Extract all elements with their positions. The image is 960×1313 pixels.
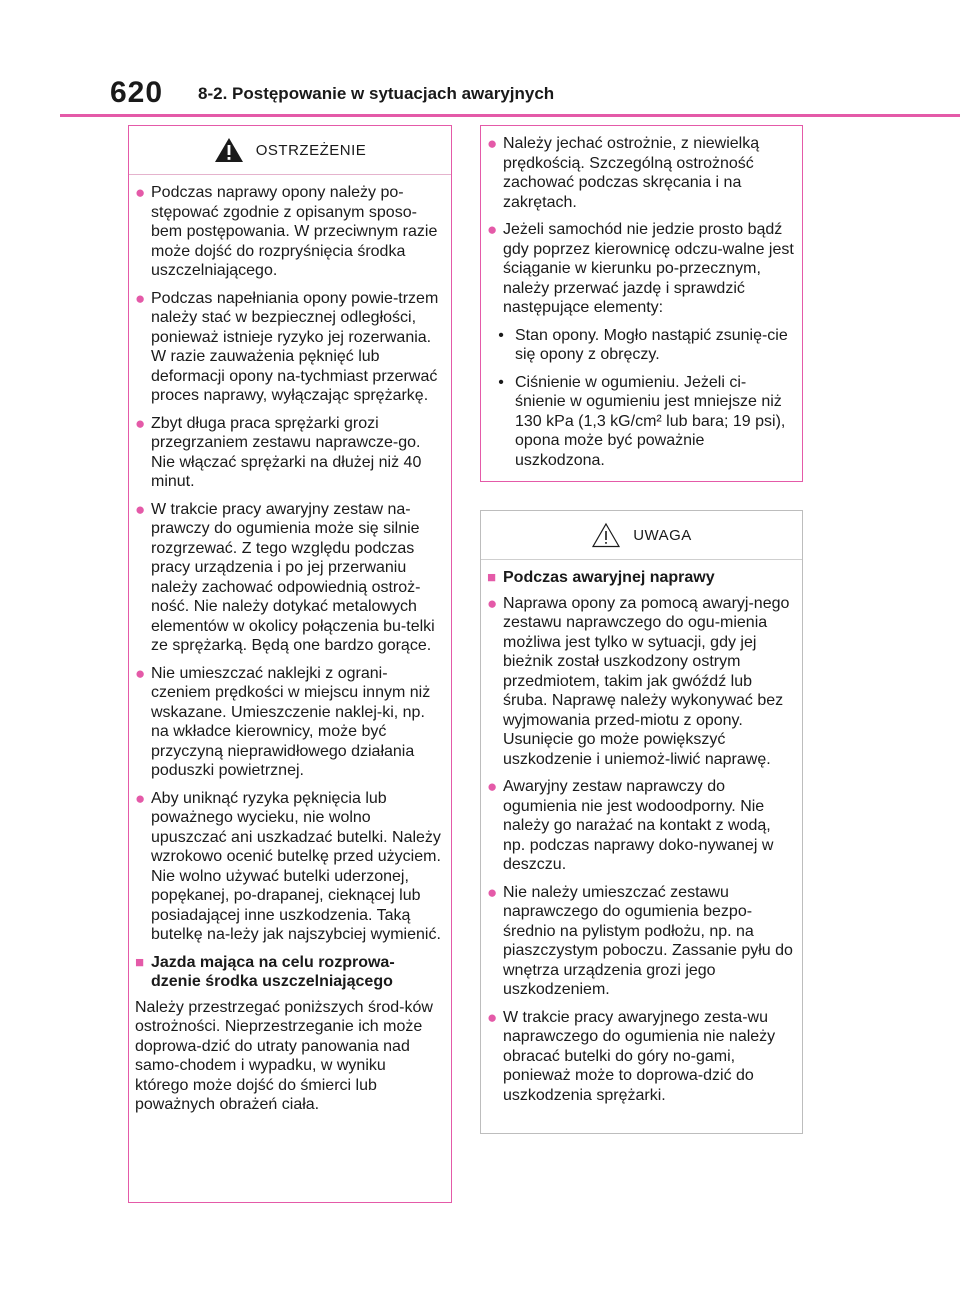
- warning-triangle-icon: [214, 137, 244, 163]
- list-item: ● Podczas napełniania opony powie-trzem należy stać w bezpiecznej odległości, ponieważ istnieje ryzyko jej rozerwania. W razie zauważenia pęknięć lub deformacji opony na-tychmiast przerwać proces naprawy, wyłączając sprężarkę.: [135, 288, 439, 404]
- list-item: ● Podczas naprawy opony należy po-stępować zgodnie z opisanym sposo-bem postępowania. W przeciwnym razie może dojść do rozpryśnięcia środka uszczelniającego.: [135, 183, 438, 279]
- warning-title: OSTRZEŻENIE: [255, 141, 367, 159]
- list-item: ● Nie należy umieszczać zestawu naprawczego do ogumienia bezpo-średnio na pylistym podłożu, np. na piaszczystym poboczu. Zassanie pyłu do wnętrza urządzenia grozi jego uszkodzeniem.: [487, 882, 793, 998]
- warning-header: [129, 126, 451, 175]
- note-box: [480, 510, 803, 1134]
- bullet-icon: ●: [135, 413, 146, 433]
- dash-bullet-icon: •: [498, 373, 504, 391]
- warning-paragraph: Należy przestrzegać poniższych środ-ków ostrożności. Nieprzestrzeganie ich może doprowa-dzić do utraty panowania nad samo-chodem i wypadku, w wyniku którego może dojść do śmierci lub poważnych obrażeń ciała.: [135, 998, 433, 1113]
- page-header: [110, 76, 900, 116]
- warning-box: [128, 125, 452, 1203]
- dash-item: • Stan opony. Mogło nastąpić zsunię-cie się opony z obręczy.: [487, 326, 794, 365]
- bullet-icon: ●: [135, 183, 146, 202]
- bullet-icon: ●: [487, 882, 498, 902]
- note-title: UWAGA: [633, 526, 692, 544]
- bullet-icon: ●: [487, 220, 498, 239]
- list-item: ● W trakcie pracy awaryjnego zesta-wu naprawczego do ogumienia nie należy obracać butelki do góry no-gami, ponieważ może to doprowa-dzić do uszkodzenia sprężarki.: [487, 1007, 776, 1104]
- list-item: ● W trakcie pracy awaryjny zestaw na-prawczy do ogumienia może się silnie rozgrzewać. Z tego względu podczas pracy urządzenia i po jej przerwaniu należy zachować odpowiednią ostroż-ność. Nie należy dotykać metalowych elementów w okolicy połączenia bu-telki ze sprężarką. Będą one bardzo gorące.: [135, 499, 435, 654]
- square-icon: ■: [135, 953, 145, 971]
- bullet-icon: ●: [487, 777, 498, 796]
- warning-continued-box: [480, 125, 803, 482]
- note-header: [481, 511, 802, 560]
- bullet-icon: ●: [135, 788, 146, 808]
- bullet-icon: ●: [135, 663, 146, 683]
- section-title: 8-2. Postępowanie w sytuacjach awaryjnych: [198, 84, 555, 103]
- note-subheading: ■ Podczas awaryjnej naprawy: [487, 569, 715, 586]
- bullet-icon: ●: [487, 1007, 498, 1027]
- warning-subheading: ■ Jazda mająca na celu rozprowa-dzenie środka uszczelniającego: [135, 953, 395, 990]
- list-item: ● Aby uniknąć ryzyka pęknięcia lub poważnego wycieku, nie wolno upuszczać ani uszkadzać butelki. Należy wzrokowo ocenić butelkę przed użyciem. Nie wolno używać butelki uderzonej, popękanej, po-drapanej, cieknącej lub posiadającej inne uszkodzenia. Taką butelkę na-leży jak najszybciej wymienić.: [135, 788, 441, 943]
- note-content: [481, 560, 802, 1105]
- list-item: ● Awaryjny zestaw naprawczy do ogumienia nie jest wodoodporny. Nie należy go narażać na kontakt z wodą, np. podczas naprawy doko-nywanej w deszczu.: [487, 777, 774, 873]
- bullet-icon: ●: [135, 499, 146, 519]
- list-item: ● Naprawa opony za pomocą awaryj-nego zestawu naprawczego do ogu-mienia możliwa jest tylko w sytuacji, gdy jej bieżnik został uszkodzony ostrym przedmiotem, takim jak gwóźdź lub śruba. Naprawę należy wykonywać bez wyjmowania przed-miotu z opony. Usunięcie go może powiększyć uszkodzenie i uniemoż-liwić naprawę.: [487, 593, 790, 768]
- header-rule: [60, 114, 960, 117]
- list-item: ● Zbyt długa praca sprężarki grozi przegrzaniem zestawu naprawcze-go. Nie włączać sprężarki na dłużej niż 40 minut.: [135, 413, 422, 490]
- list-item: ● Nie umieszczać naklejki z ograni-czeniem prędkości w miejscu innym niż wskazane. Umieszczenie naklej-ki, np. na wkładce kierownicy, może być przyczyną nieprawidłowego działania poduszki powietrznej.: [135, 663, 431, 779]
- square-icon: ■: [487, 569, 497, 586]
- bullet-icon: ●: [135, 288, 146, 308]
- bullet-icon: ●: [487, 134, 498, 153]
- bullet-icon: ●: [487, 593, 498, 613]
- caution-triangle-icon: [591, 522, 621, 548]
- warning-continued-content: [481, 126, 802, 470]
- dash-bullet-icon: •: [498, 326, 504, 344]
- list-item: ● Należy jechać ostrożnie, z niewielką prędkością. Szczególną ostrożność zachować podczas skręcania i na zakrętach.: [487, 134, 760, 211]
- page-number: 620: [110, 76, 164, 109]
- warning-content: [129, 175, 451, 1115]
- list-item: ● Jeżeli samochód nie jedzie prosto bądź gdy poprzez kierownicę odczu-walne jest ściąganie w kierunku po-przecznym, należy przerwać jazdę i sprawdzić następujące elementy:: [487, 220, 794, 316]
- dash-item: • Ciśnienie w ogumieniu. Jeżeli ci-śnienie w ogumieniu jest mniejsze niż 130 kPa (1,3 kG/cm² lub bara; 19 psi), opona może być poważnie uszkodzona.: [487, 373, 794, 471]
